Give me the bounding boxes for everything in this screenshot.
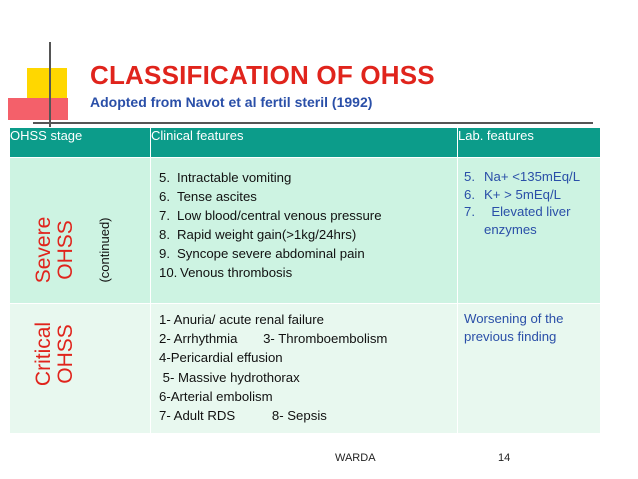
- critical-lab-cell: Worsening of the previous finding: [458, 304, 601, 434]
- decor-red-bar: [8, 98, 68, 120]
- severe-stage-label: [33, 217, 77, 284]
- list-item: 7- Adult RDS 8- Sepsis: [159, 408, 327, 424]
- list-item: 2- Arrhythmia 3- Thromboembolism: [159, 331, 388, 347]
- table-header-row: [10, 128, 601, 158]
- list-item: 5- Massive hydrothorax: [159, 369, 300, 385]
- list-item: 9. Syncope severe abdominal pain: [159, 246, 365, 261]
- severe-clinical-cell: [151, 158, 458, 304]
- list-item: 5. Na+ <135mEq/L: [464, 169, 581, 184]
- list-item: 5. Intractable vomiting: [159, 170, 292, 185]
- list-item: 7. Elevated liver: [464, 204, 571, 219]
- table-row-critical: [10, 304, 601, 434]
- critical-stage-label: [33, 322, 77, 386]
- list-item: 6. Tense ascites: [159, 189, 257, 204]
- table-row-severe: [10, 158, 601, 304]
- critical-clinical-list: [159, 310, 457, 425]
- severe-lab-cell: [458, 158, 601, 304]
- critical-stage-line1: Critical: [31, 321, 55, 387]
- footer-author: WARDA: [335, 452, 376, 464]
- list-item: 6. K+ > 5mEq/L: [464, 186, 561, 202]
- list-item-continuation: enzymes: [484, 221, 537, 237]
- list-item: 6-Arterial embolism: [159, 388, 273, 404]
- header-ohss-stage: OHSS stage: [10, 128, 151, 158]
- slide-subtitle: Adopted from Navot et al fertil steril (1992): [90, 94, 373, 110]
- footer-page-number: 14: [498, 452, 511, 464]
- classification-table: [9, 127, 601, 434]
- severe-lab-list: [464, 168, 600, 238]
- critical-stage-cell: [10, 304, 151, 434]
- header-clinical-features: Clinical features: [151, 128, 458, 158]
- list-item: 1- Anuria/ acute renal failure: [159, 312, 324, 327]
- severe-stage-line2: OHSS: [54, 220, 77, 280]
- critical-clinical-cell: [151, 304, 458, 434]
- decor-vertical-line: [49, 42, 51, 128]
- decor-horizontal-line: [33, 122, 593, 124]
- severe-continued-label: (continued): [97, 217, 113, 283]
- slide-title: CLASSIFICATION OF OHSS: [90, 60, 435, 90]
- severe-stage-cell: [10, 158, 151, 304]
- list-item: 7. Low blood/central venous pressure: [159, 208, 382, 223]
- severe-clinical-list: [159, 168, 457, 282]
- list-item: 10. Venous thrombosis: [159, 265, 293, 280]
- severe-stage-line1: Severe: [31, 216, 55, 284]
- list-item: 4-Pericardial effusion: [159, 350, 283, 366]
- critical-stage-line2: OHSS: [54, 324, 77, 384]
- list-item: 8. Rapid weight gain(>1kg/24hrs): [159, 227, 357, 242]
- header-lab-features: Lab. features: [458, 128, 601, 158]
